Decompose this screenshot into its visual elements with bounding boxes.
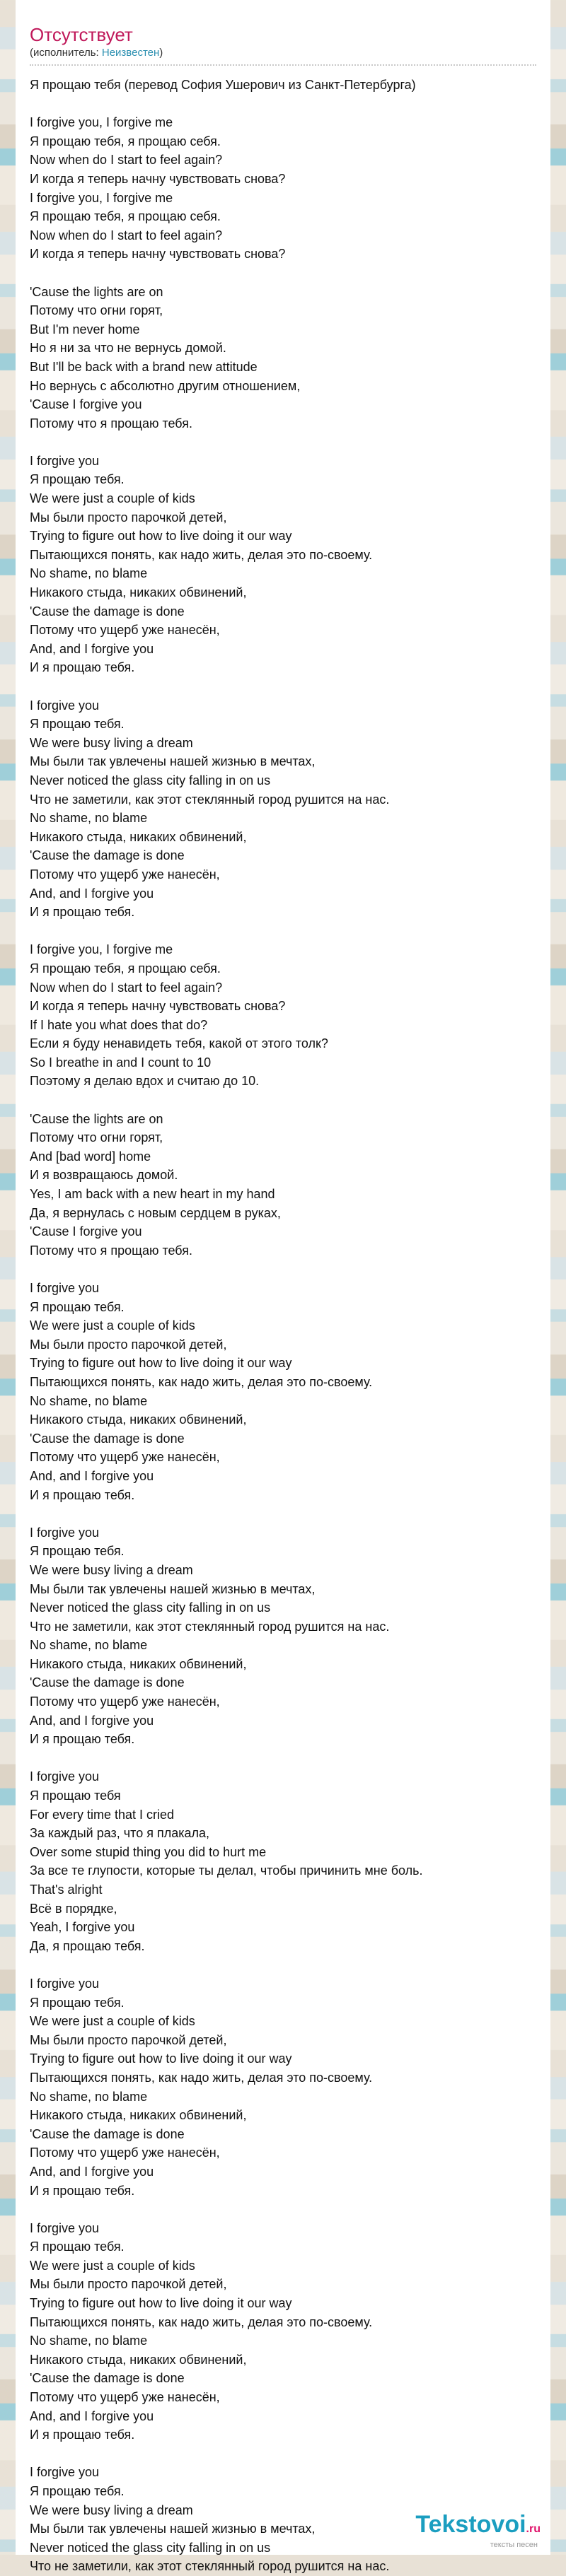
lyric-line: I forgive you, I forgive me	[30, 115, 173, 130]
lyric-line: Never noticed the glass city falling in on us	[30, 773, 271, 788]
lyric-line: Пытающихся понять, как надо жить, делая это по-своему.	[30, 1374, 373, 1389]
lyric-line: Trying to figure out how to live doing it our way	[30, 529, 292, 544]
lyric-line: Я прощаю тебя.	[30, 2484, 125, 2498]
lyric-line: Yes, I am back with a new heart in my hand	[30, 1187, 275, 1202]
lyric-line: Мы были так увлечены нашей жизнью в мечтах,	[30, 1581, 316, 1596]
lyric-line: I forgive you	[30, 698, 100, 713]
artist-prefix: (исполнитель:	[30, 47, 102, 59]
lyric-line: We were busy living a dream	[30, 735, 193, 750]
lyric-line: 'Cause the lights are on	[30, 1111, 163, 1126]
lyric-line: We were busy living a dream	[30, 1562, 193, 1577]
lyric-line: 'Cause the lights are on	[30, 284, 163, 299]
lyric-line: Я прощаю тебя, я прощаю себя.	[30, 134, 221, 148]
lyric-line: And, and I forgive you	[30, 886, 154, 901]
lyric-line: Никакого стыда, никаких обвинений,	[30, 585, 247, 600]
lyric-line: We were busy living a dream	[30, 2502, 193, 2517]
lyric-line: И когда я теперь начну чувствовать снова?	[30, 247, 286, 262]
stanza-break	[30, 1749, 536, 1768]
lyric-line: И когда я теперь начну чувствовать снова?	[30, 171, 286, 186]
lyric-line: И я прощаю тебя.	[30, 905, 135, 920]
lyric-line: I forgive you	[30, 453, 100, 468]
lyric-line: 'Cause I forgive you	[30, 397, 142, 412]
lyric-line: Что не заметили, как этот стеклянный город рушится на нас.	[30, 1619, 390, 1634]
site-logo[interactable]	[415, 2512, 541, 2549]
lyric-line: And [bad word] home	[30, 1149, 151, 1164]
lyric-line: Yeah, I forgive you	[30, 1920, 135, 1935]
lyric-line: Никакого стыда, никаких обвинений,	[30, 2108, 247, 2123]
lyric-line: Потому что огни горят,	[30, 303, 163, 318]
lyric-line: И я прощаю тебя.	[30, 2183, 135, 2198]
lyric-line: Потому что ущерб уже нанесён,	[30, 867, 220, 882]
lyric-line: Да, я вернулась с новым сердцем в руках,	[30, 1205, 281, 1220]
lyric-line: Да, я прощаю тебя.	[30, 1938, 145, 1953]
logo-domain: .ru	[526, 2523, 541, 2535]
lyric-line: But I'm never home	[30, 322, 140, 336]
logo-wordmark	[415, 2512, 541, 2542]
lyric-line: Потому что ущерб уже нанесён,	[30, 1694, 220, 1709]
lyric-line: Поэтому я делаю вдох и считаю до 10.	[30, 1074, 260, 1089]
lyric-line: Never noticed the glass city falling in on us	[30, 1600, 271, 1615]
stanza-break	[30, 95, 536, 114]
lyric-line: If I hate you what does that do?	[30, 1017, 208, 1032]
lyric-line: Now when do I start to feel again?	[30, 153, 223, 168]
lyric-line: Trying to figure out how to live doing it our way	[30, 2296, 292, 2311]
lyric-line: Пытающихся понять, как надо жить, делая это по-своему.	[30, 547, 373, 562]
lyric-line: Никакого стыда, никаких обвинений,	[30, 829, 247, 844]
stanza-break	[30, 922, 536, 941]
lyric-line: I forgive you	[30, 2465, 100, 2480]
lyric-line: And, and I forgive you	[30, 1713, 154, 1728]
lyric-line: Я прощаю тебя.	[30, 1299, 125, 1314]
lyric-line: 'Cause I forgive you	[30, 1224, 142, 1239]
lyric-line: So I breathe in and I count to 10	[30, 1055, 212, 1070]
lyric-line: Потому что огни горят,	[30, 1130, 163, 1145]
lyric-line: И когда я теперь начну чувствовать снова?	[30, 999, 286, 1014]
stanza-break	[30, 1091, 536, 1110]
lyric-line: Всё в порядке,	[30, 1901, 117, 1916]
stanza-break	[30, 677, 536, 696]
lyric-line: Потому что я прощаю тебя.	[30, 416, 192, 431]
lyric-line: That's alright	[30, 1883, 103, 1897]
lyric-line: Никакого стыда, никаких обвинений,	[30, 1412, 247, 1427]
lyric-line: Пытающихся понять, как надо жить, делая это по-своему.	[30, 2070, 373, 2085]
lyric-line: For every time that I cried	[30, 1807, 175, 1822]
lyric-line: И я прощаю тебя.	[30, 1732, 135, 1747]
lyric-line: I forgive you	[30, 1976, 100, 1991]
lyric-line: Но вернусь с абсолютно другим отношением,	[30, 378, 301, 393]
lyric-line: We were just a couple of kids	[30, 491, 195, 506]
lyric-line: За все те глупости, которые ты делал, чтобы причинить мне боль.	[30, 1863, 423, 1878]
stanza-break	[30, 264, 536, 283]
lyric-line: We were just a couple of kids	[30, 2258, 195, 2273]
lyrics-text	[16, 66, 550, 2576]
lyric-line: No shame, no blame	[30, 566, 148, 581]
lyric-line: Пытающихся понять, как надо жить, делая это по-своему.	[30, 2314, 373, 2329]
lyric-line: Я прощаю тебя, я прощаю себя.	[30, 961, 221, 976]
lyric-line: I forgive you	[30, 1525, 100, 1540]
lyric-line: Что не заметили, как этот стеклянный город рушится на нас.	[30, 2559, 390, 2574]
lyric-line: Я прощаю тебя (перевод София Ушерович из Санкт-Петербурга)	[30, 78, 416, 92]
page-content	[16, 0, 550, 2574]
stanza-break	[30, 1260, 536, 1279]
song-header	[16, 0, 550, 59]
lyric-line: 'Cause the damage is done	[30, 848, 185, 863]
lyric-line: Trying to figure out how to live doing it our way	[30, 2051, 292, 2066]
lyric-line: I forgive you, I forgive me	[30, 942, 173, 957]
lyric-line: No shame, no blame	[30, 2334, 148, 2348]
lyric-line: Но я ни за что не вернусь домой.	[30, 341, 226, 356]
lyric-line: Мы были так увлечены нашей жизнью в мечтах,	[30, 2522, 316, 2536]
lyric-line: Я прощаю тебя.	[30, 1995, 125, 2010]
lyric-line: Потому что ущерб уже нанесён,	[30, 2145, 220, 2160]
lyric-line: За каждый раз, что я плакала,	[30, 1826, 210, 1841]
lyric-line: И я прощаю тебя.	[30, 2428, 135, 2442]
lyric-line: 'Cause the damage is done	[30, 2371, 185, 2386]
lyric-line: Потому что я прощаю тебя.	[30, 1243, 192, 1258]
lyric-line: I forgive you	[30, 1769, 100, 1784]
lyric-line: We were just a couple of kids	[30, 2014, 195, 2029]
lyric-line: Over some stupid thing you did to hurt me	[30, 1844, 267, 1859]
stanza-break	[30, 433, 536, 452]
stanza-break	[30, 2200, 536, 2219]
lyric-line: And, and I forgive you	[30, 641, 154, 656]
artist-line	[30, 47, 550, 59]
lyric-line: Если я буду ненавидеть тебя, какой от этого толк?	[30, 1036, 328, 1051]
lyric-line: Я прощаю тебя	[30, 1788, 121, 1803]
lyric-line: И я прощаю тебя.	[30, 1487, 135, 1502]
logo-tagline: тексты песен	[490, 2541, 538, 2549]
lyric-line: Мы были просто парочкой детей,	[30, 510, 227, 525]
lyric-line: Now when do I start to feel again?	[30, 980, 223, 995]
lyric-line: But I'll be back with a brand new attitude	[30, 359, 258, 374]
lyric-line: Мы были просто парочкой детей,	[30, 1337, 227, 1352]
stanza-break	[30, 1955, 536, 1974]
lyric-line: Никакого стыда, никаких обвинений,	[30, 2352, 247, 2367]
lyric-line: Мы были просто парочкой детей,	[30, 2277, 227, 2292]
lyric-line: Never noticed the glass city falling in on us	[30, 2540, 271, 2555]
lyric-line: 'Cause the damage is done	[30, 604, 185, 619]
lyric-line: Потому что ущерб уже нанесён,	[30, 2390, 220, 2405]
lyric-line: Trying to figure out how to live doing it our way	[30, 1356, 292, 1371]
song-title: Отсутствует	[30, 24, 133, 45]
lyric-line: 'Cause the damage is done	[30, 1675, 185, 1690]
lyric-line: Я прощаю тебя.	[30, 472, 125, 487]
stanza-break	[30, 2445, 536, 2464]
lyric-line: Я прощаю тебя.	[30, 717, 125, 732]
lyric-line: 'Cause the damage is done	[30, 2126, 185, 2141]
lyric-line: No shame, no blame	[30, 1393, 148, 1408]
logo-main-text: Tekstovoi	[415, 2511, 526, 2538]
lyric-line: And, and I forgive you	[30, 1468, 154, 1483]
lyric-line: Что не заметили, как этот стеклянный город рушится на нас.	[30, 792, 390, 807]
lyric-line: Потому что ущерб уже нанесён,	[30, 623, 220, 638]
lyric-line: Мы были так увлечены нашей жизнью в мечтах,	[30, 754, 316, 769]
lyric-line: Now when do I start to feel again?	[30, 228, 223, 242]
lyric-line: И я прощаю тебя.	[30, 660, 135, 675]
lyric-line: Мы были просто парочкой детей,	[30, 2032, 227, 2047]
lyric-line: I forgive you	[30, 1281, 100, 1295]
lyric-line: And, and I forgive you	[30, 2408, 154, 2423]
lyric-line: We were just a couple of kids	[30, 1318, 195, 1333]
lyric-line: Никакого стыда, никаких обвинений,	[30, 1656, 247, 1671]
lyric-line: Я прощаю тебя.	[30, 2240, 125, 2254]
lyric-line: And, and I forgive you	[30, 2164, 154, 2179]
lyric-line: No shame, no blame	[30, 1638, 148, 1653]
stanza-break	[30, 1504, 536, 1523]
lyric-line: No shame, no blame	[30, 2089, 148, 2104]
lyric-line: I forgive you	[30, 2220, 100, 2235]
lyric-line: Я прощаю тебя, я прощаю себя.	[30, 209, 221, 224]
artist-suffix: )	[159, 47, 163, 59]
lyric-line: Я прощаю тебя.	[30, 1544, 125, 1559]
lyric-line: I forgive you, I forgive me	[30, 190, 173, 205]
lyric-line: 'Cause the damage is done	[30, 1431, 185, 1446]
lyric-line: И я возвращаюсь домой.	[30, 1168, 178, 1183]
lyric-line: Потому что ущерб уже нанесён,	[30, 1450, 220, 1465]
artist-link[interactable]: Неизвестен	[101, 47, 160, 59]
lyric-line: No shame, no blame	[30, 811, 148, 826]
